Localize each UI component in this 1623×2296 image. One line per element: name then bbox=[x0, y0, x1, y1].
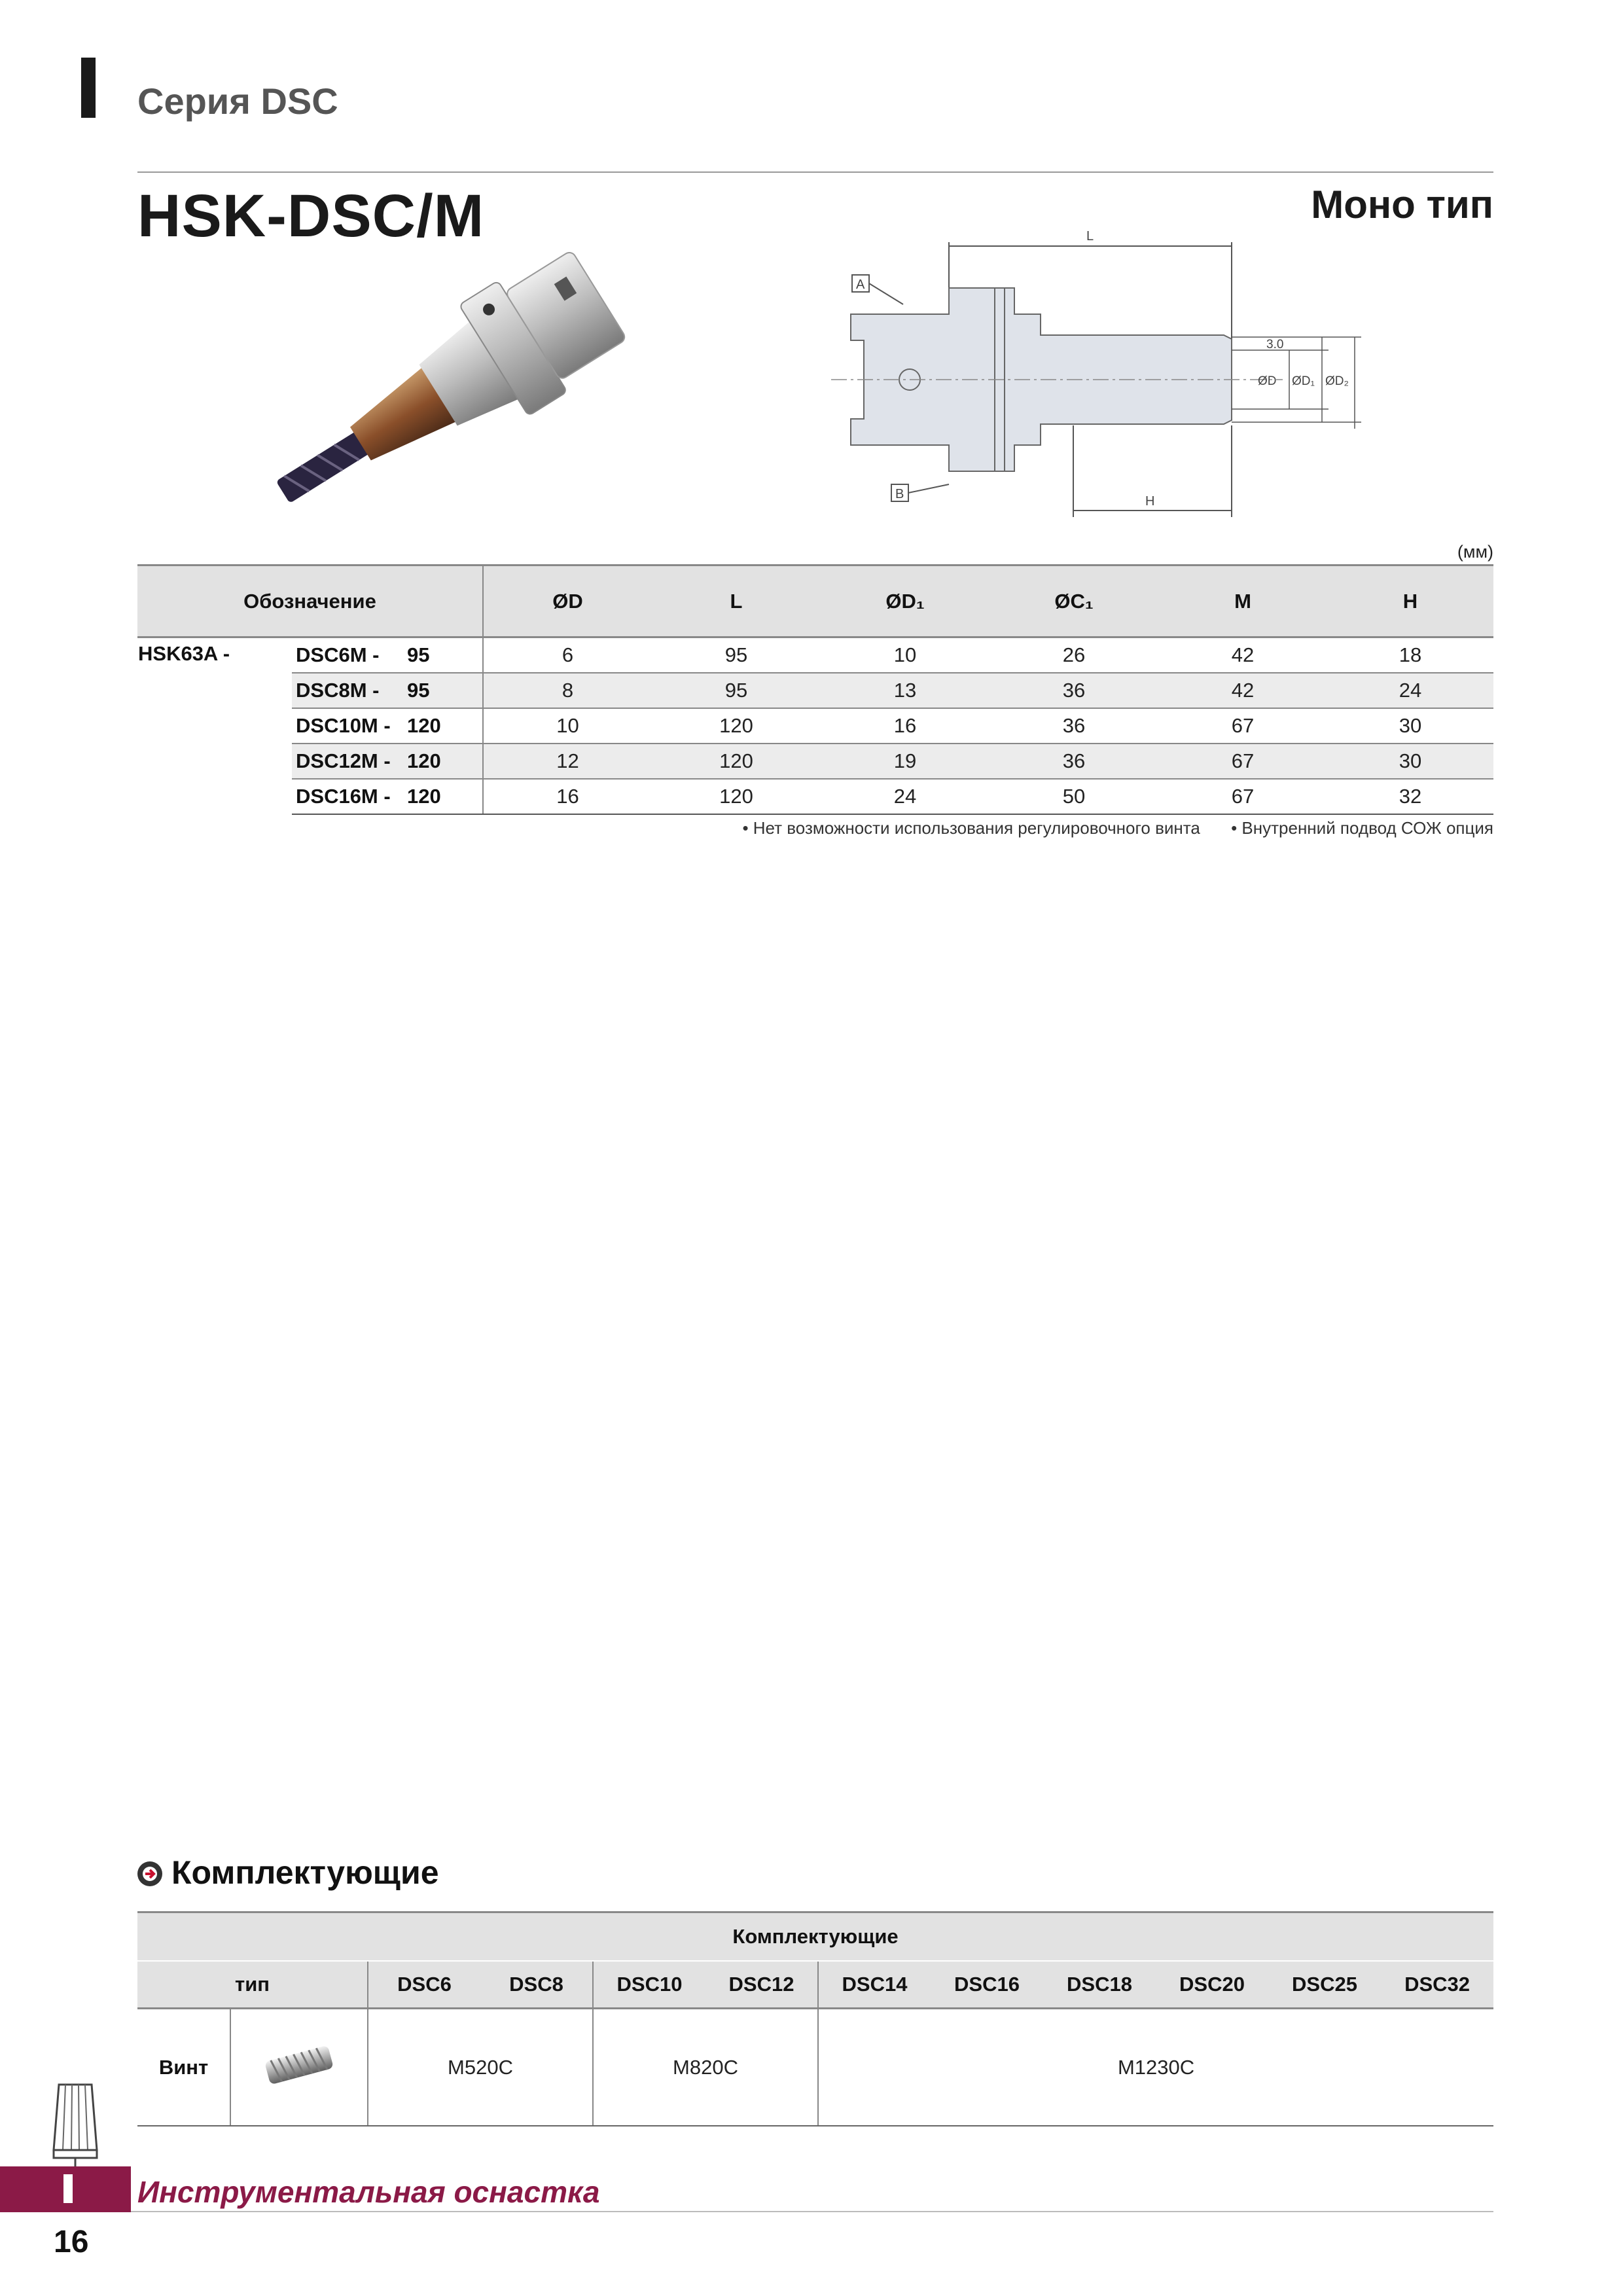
type-label: тип bbox=[137, 1961, 368, 2009]
footer-title: Инструментальная оснастка bbox=[137, 2175, 600, 2209]
screw-image-cell bbox=[230, 2009, 368, 2126]
cell-d: 16 bbox=[483, 779, 652, 814]
cell-d: 6 bbox=[483, 637, 652, 673]
size-dsc10: DSC10 bbox=[593, 1961, 705, 2009]
series-marker-bar bbox=[81, 58, 96, 118]
cell-l: 120 bbox=[652, 708, 821, 744]
table-row bbox=[137, 637, 1493, 673]
cell-m: 67 bbox=[1158, 744, 1327, 779]
model-length: 95 bbox=[407, 679, 430, 702]
accessories-title-row bbox=[137, 1912, 1493, 1962]
product-type-title: Моно тип bbox=[1311, 183, 1493, 226]
screw-m1230c: M1230C bbox=[818, 2009, 1493, 2126]
cell-c1: 50 bbox=[990, 779, 1158, 814]
collet-icon bbox=[46, 2078, 105, 2176]
accessories-table-title: Комплектующие bbox=[137, 1912, 1493, 1962]
size-dsc18: DSC18 bbox=[1043, 1961, 1156, 2009]
dimension-L: L bbox=[1086, 229, 1094, 243]
cell-l: 95 bbox=[652, 673, 821, 708]
screw-m820c: M820C bbox=[593, 2009, 818, 2126]
cell-l: 95 bbox=[652, 637, 821, 673]
header-d1: ØD₁ bbox=[821, 565, 990, 637]
cell-d1: 10 bbox=[821, 637, 990, 673]
model-cell bbox=[292, 779, 483, 814]
cell-d1: 19 bbox=[821, 744, 990, 779]
cell-c1: 36 bbox=[990, 673, 1158, 708]
cell-c1: 26 bbox=[990, 637, 1158, 673]
accessories-size-row bbox=[137, 1961, 1493, 2009]
table-row bbox=[137, 708, 1493, 744]
dimension-H: H bbox=[1145, 494, 1155, 509]
model-length: 120 bbox=[407, 749, 441, 772]
model-length: 95 bbox=[407, 643, 430, 666]
cell-m: 67 bbox=[1158, 708, 1327, 744]
model-prefix: HSK63A - bbox=[138, 642, 230, 665]
spec-header-row bbox=[137, 565, 1493, 637]
size-dsc12: DSC12 bbox=[705, 1961, 818, 2009]
cell-m: 42 bbox=[1158, 673, 1327, 708]
model-code: DSC16M - bbox=[296, 785, 391, 808]
cell-d1: 24 bbox=[821, 779, 990, 814]
cell-d1: 13 bbox=[821, 673, 990, 708]
section-arrow-icon bbox=[136, 1860, 164, 1888]
datum-B: B bbox=[895, 487, 904, 501]
dimension-D2: ØD₂ bbox=[1325, 374, 1349, 388]
cell-h: 24 bbox=[1327, 673, 1493, 708]
datum-A: A bbox=[856, 278, 865, 292]
header-l: L bbox=[652, 565, 821, 637]
cell-m: 42 bbox=[1158, 637, 1327, 673]
cell-l: 120 bbox=[652, 779, 821, 814]
model-cell bbox=[292, 708, 483, 744]
table-row bbox=[137, 673, 1493, 708]
cell-d1: 16 bbox=[821, 708, 990, 744]
model-length: 120 bbox=[407, 714, 441, 737]
size-dsc14: DSC14 bbox=[818, 1961, 931, 2009]
screw-m520c: M520C bbox=[368, 2009, 593, 2126]
accessories-heading: Комплектующие bbox=[171, 1854, 439, 1891]
cell-h: 18 bbox=[1327, 637, 1493, 673]
header-d: ØD bbox=[483, 565, 652, 637]
technical-drawing bbox=[831, 223, 1387, 530]
note-coolant-option: • Внутренний подвод СОЖ опция bbox=[1231, 818, 1493, 838]
size-dsc8: DSC8 bbox=[480, 1961, 593, 2009]
cell-l: 120 bbox=[652, 744, 821, 779]
header-h: H bbox=[1327, 565, 1493, 637]
product-photo bbox=[229, 252, 668, 533]
cell-h: 30 bbox=[1327, 708, 1493, 744]
model-code: DSC8M - bbox=[296, 679, 380, 702]
footer-section-mark bbox=[63, 2174, 73, 2203]
note-no-adjust-screw: • Нет возможности использования регулировочного винта bbox=[742, 818, 1200, 838]
dimension-D: ØD bbox=[1258, 374, 1277, 388]
series-title: Серия DSC bbox=[137, 81, 338, 122]
table-row bbox=[137, 779, 1493, 814]
model-code: DSC6M - bbox=[296, 643, 380, 666]
header-designation: Обозначение bbox=[137, 565, 483, 637]
screw-label: Винт bbox=[137, 2009, 230, 2126]
product-title: HSK-DSC/M bbox=[137, 183, 485, 249]
accessories-screw-row bbox=[137, 2009, 1493, 2126]
model-cell bbox=[292, 744, 483, 779]
spec-table bbox=[137, 564, 1493, 815]
model-code: DSC12M - bbox=[296, 749, 391, 772]
cell-d: 8 bbox=[483, 673, 652, 708]
size-dsc6: DSC6 bbox=[368, 1961, 480, 2009]
cell-h: 30 bbox=[1327, 744, 1493, 779]
unit-note: (мм) bbox=[1457, 542, 1493, 562]
table-row bbox=[137, 744, 1493, 779]
model-code: DSC10M - bbox=[296, 714, 391, 737]
size-dsc32: DSC32 bbox=[1381, 1961, 1493, 2009]
page-number: 16 bbox=[54, 2225, 89, 2259]
header-divider bbox=[137, 171, 1493, 173]
footer-divider bbox=[131, 2211, 1493, 2212]
size-dsc25: DSC25 bbox=[1268, 1961, 1381, 2009]
cell-m: 67 bbox=[1158, 779, 1327, 814]
screw-image bbox=[257, 2039, 342, 2091]
model-length: 120 bbox=[407, 785, 441, 808]
cell-c1: 36 bbox=[990, 744, 1158, 779]
size-dsc16: DSC16 bbox=[931, 1961, 1043, 2009]
cell-h: 32 bbox=[1327, 779, 1493, 814]
spec-notes bbox=[716, 818, 1493, 838]
size-dsc20: DSC20 bbox=[1156, 1961, 1268, 2009]
cell-c1: 36 bbox=[990, 708, 1158, 744]
header-m: M bbox=[1158, 565, 1327, 637]
model-cell bbox=[292, 637, 483, 673]
cell-d: 12 bbox=[483, 744, 652, 779]
dimension-3-0: 3.0 bbox=[1266, 338, 1284, 351]
cell-d: 10 bbox=[483, 708, 652, 744]
header-c1: ØC₁ bbox=[990, 565, 1158, 637]
dimension-D1: ØD₁ bbox=[1292, 374, 1315, 388]
accessories-table bbox=[137, 1911, 1493, 2126]
model-cell bbox=[292, 673, 483, 708]
